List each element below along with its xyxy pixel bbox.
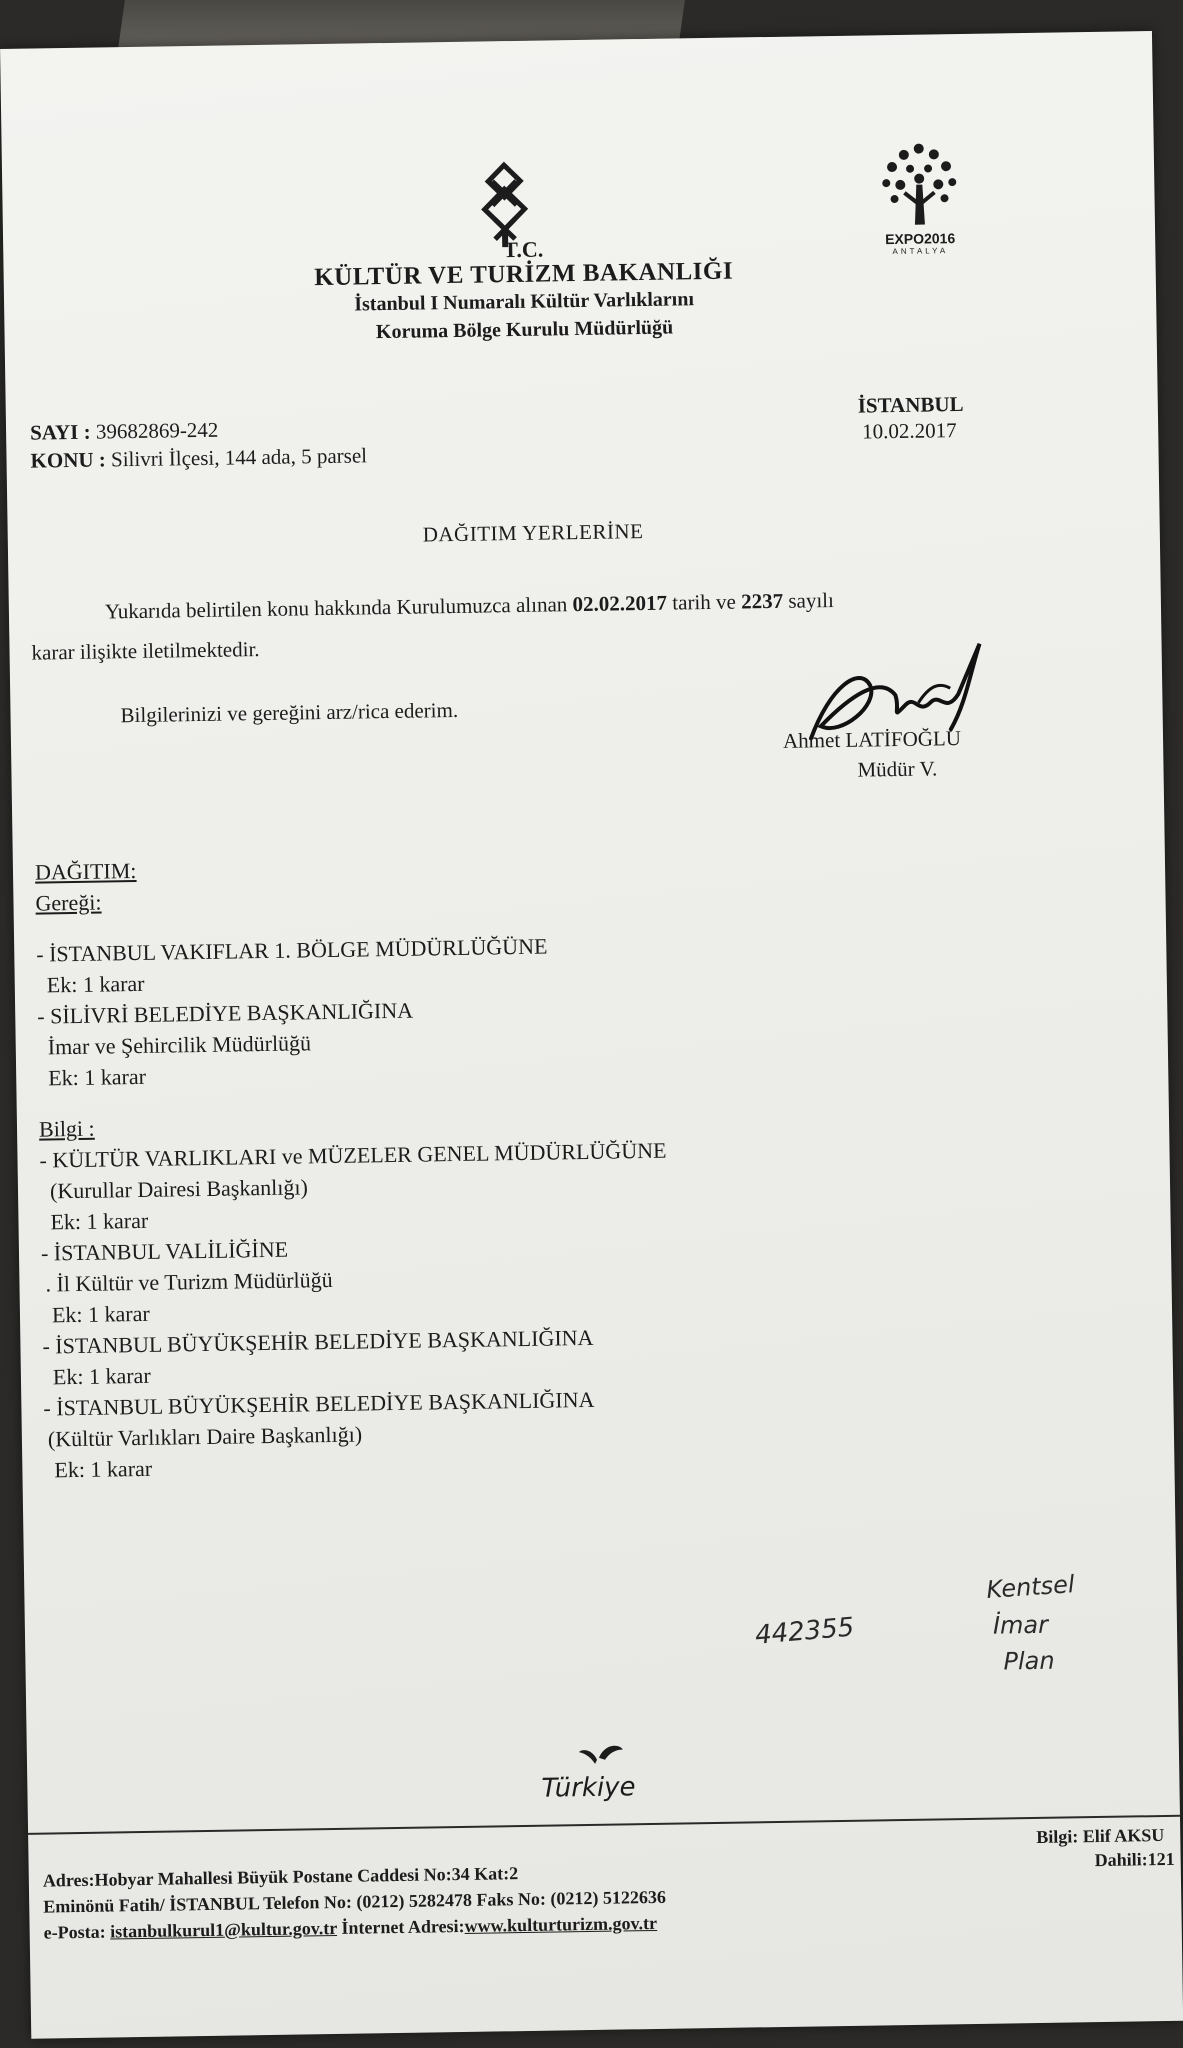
email-link[interactable]: istanbulkurul1@kultur.gov.tr: [109, 1917, 338, 1942]
body-paragraph-1-line-2: karar ilişikte iletilmektedir.: [31, 637, 260, 665]
recipient-entry: - İSTANBUL BÜYÜKŞEHİR BELEDİYE BAŞKANLIĞINA: [43, 1386, 595, 1421]
recipient-entry: - İSTANBUL VAKIFLAR 1. BÖLGE MÜDÜRLÜĞÜNE: [36, 933, 548, 967]
expo-tree-icon: [864, 134, 975, 232]
recipient-entry: - İSTANBUL BÜYÜKŞEHİR BELEDİYE BAŞKANLIĞINA: [42, 1324, 594, 1359]
addressee-title: DAĞITIM YERLERİNE: [422, 519, 644, 547]
handwritten-note-line-1: Kentsel: [985, 1570, 1076, 1605]
reference-number: [30, 418, 219, 446]
recipient-subunit: . İl Kültür ve Turizm Müdürlüğü: [45, 1266, 333, 1297]
decision-number: 2237: [740, 588, 784, 614]
handwritten-number: 442355: [753, 1612, 856, 1651]
body-text-b: tarih ve: [666, 589, 742, 615]
expo-logo-text: EXPO2016: [885, 230, 956, 248]
distribution-heading: DAĞITIM:: [34, 858, 137, 885]
reference-value: 39682869-242: [95, 417, 219, 444]
gereg-label: Gereği:: [35, 889, 102, 916]
body-paragraph-2: Bilgilerinizi ve gereğini arz/rica ederim.: [120, 697, 459, 728]
handwritten-note-line-2: İmar: [992, 1610, 1049, 1640]
subject-line: [30, 443, 367, 473]
subject-label: KONU :: [30, 447, 106, 473]
recipient-attachment: Ek: 1 karar: [51, 1300, 150, 1328]
distribution-section: [35, 847, 672, 1486]
web-label: İnternet Adresi:: [336, 1915, 465, 1938]
signer-title: Müdür V.: [857, 756, 938, 782]
footer-address-line-2: Eminönü Fatih/ İSTANBUL Telefon No: (0212) 5282478 Faks No: (0212) 5122636: [43, 1886, 667, 1917]
body-text-c: sayılı: [782, 588, 835, 613]
bilgi-label: Bilgi :: [38, 1115, 95, 1142]
turkiye-logo-text: Türkiye: [541, 1772, 636, 1804]
email-label: e-Posta:: [43, 1921, 111, 1943]
recipient-entry: - SİLİVRİ BELEDİYE BAŞKANLIĞINA: [37, 997, 414, 1029]
document-page: [0, 31, 1183, 2039]
footer-contact-person: Bilgi: Elif AKSU: [1036, 1824, 1165, 1847]
body-text-a: Yukarıda belirtilen konu hakkında Kurulumuzca alınan: [104, 592, 573, 624]
recipient-attachment: Ek: 1 karar: [54, 1455, 153, 1483]
recipient-subunit: (Kültür Varlıkları Daire Başkanlığı): [47, 1421, 363, 1452]
website-link[interactable]: www.kulturturizm.gov.tr: [464, 1912, 658, 1936]
expo-logo-subtext: ANTALYA: [892, 246, 949, 257]
recipient-attachment: Ek: 1 karar: [48, 1063, 147, 1091]
document-date: 10.02.2017: [861, 418, 957, 444]
document-city: İSTANBUL: [857, 391, 964, 418]
ministry-name: KÜLTÜR VE TURİZM BAKANLIĞI: [314, 257, 734, 292]
recipient-subunit: (Kurullar Dairesi Başkanlığı): [49, 1174, 308, 1204]
handwritten-signature: [799, 623, 1001, 776]
recipient-entry: - İSTANBUL VALİLİĞİNE: [40, 1236, 289, 1266]
decision-date: 02.02.2017: [572, 590, 668, 617]
recipient-entry: - KÜLTÜR VARLIKLARI ve MÜZELER GENEL MÜDÜRLÜĞÜNE: [39, 1137, 667, 1173]
recipient-attachment: Ek: 1 karar: [50, 1207, 149, 1235]
header-tc: T.C.: [503, 236, 544, 263]
footer-divider: [28, 1815, 1180, 1835]
signer-name: Ahmet LATİFOĞLU: [782, 726, 962, 753]
footer-address-line-1: Adres:Hobyar Mahallesi Büyük Postane Caddesi No:34 Kat:2: [42, 1863, 519, 1891]
body-paragraph-1: [105, 588, 834, 624]
recipient-attachment: Ek: 1 karar: [52, 1362, 151, 1390]
expo-logo: [864, 134, 976, 266]
turkiye-logo: [539, 1739, 660, 1811]
department-line-1: İstanbul I Numaralı Kültür Varlıklarını: [354, 288, 695, 316]
department-line-2: Koruma Bölge Kurulu Müdürlüğü: [375, 316, 674, 344]
reference-label: SAYI :: [29, 419, 91, 445]
subject-value: Silivri İlçesi, 144 ada, 5 parsel: [110, 443, 368, 472]
recipient-attachment: Ek: 1 karar: [46, 970, 145, 998]
footer-contact-line: [44, 1913, 658, 1944]
recipient-subunit: İmar ve Şehircilik Müdürlüğü: [47, 1030, 312, 1060]
handwritten-note-line-3: Plan: [1003, 1646, 1055, 1676]
footer-extension: Dahili:121: [1094, 1848, 1175, 1871]
